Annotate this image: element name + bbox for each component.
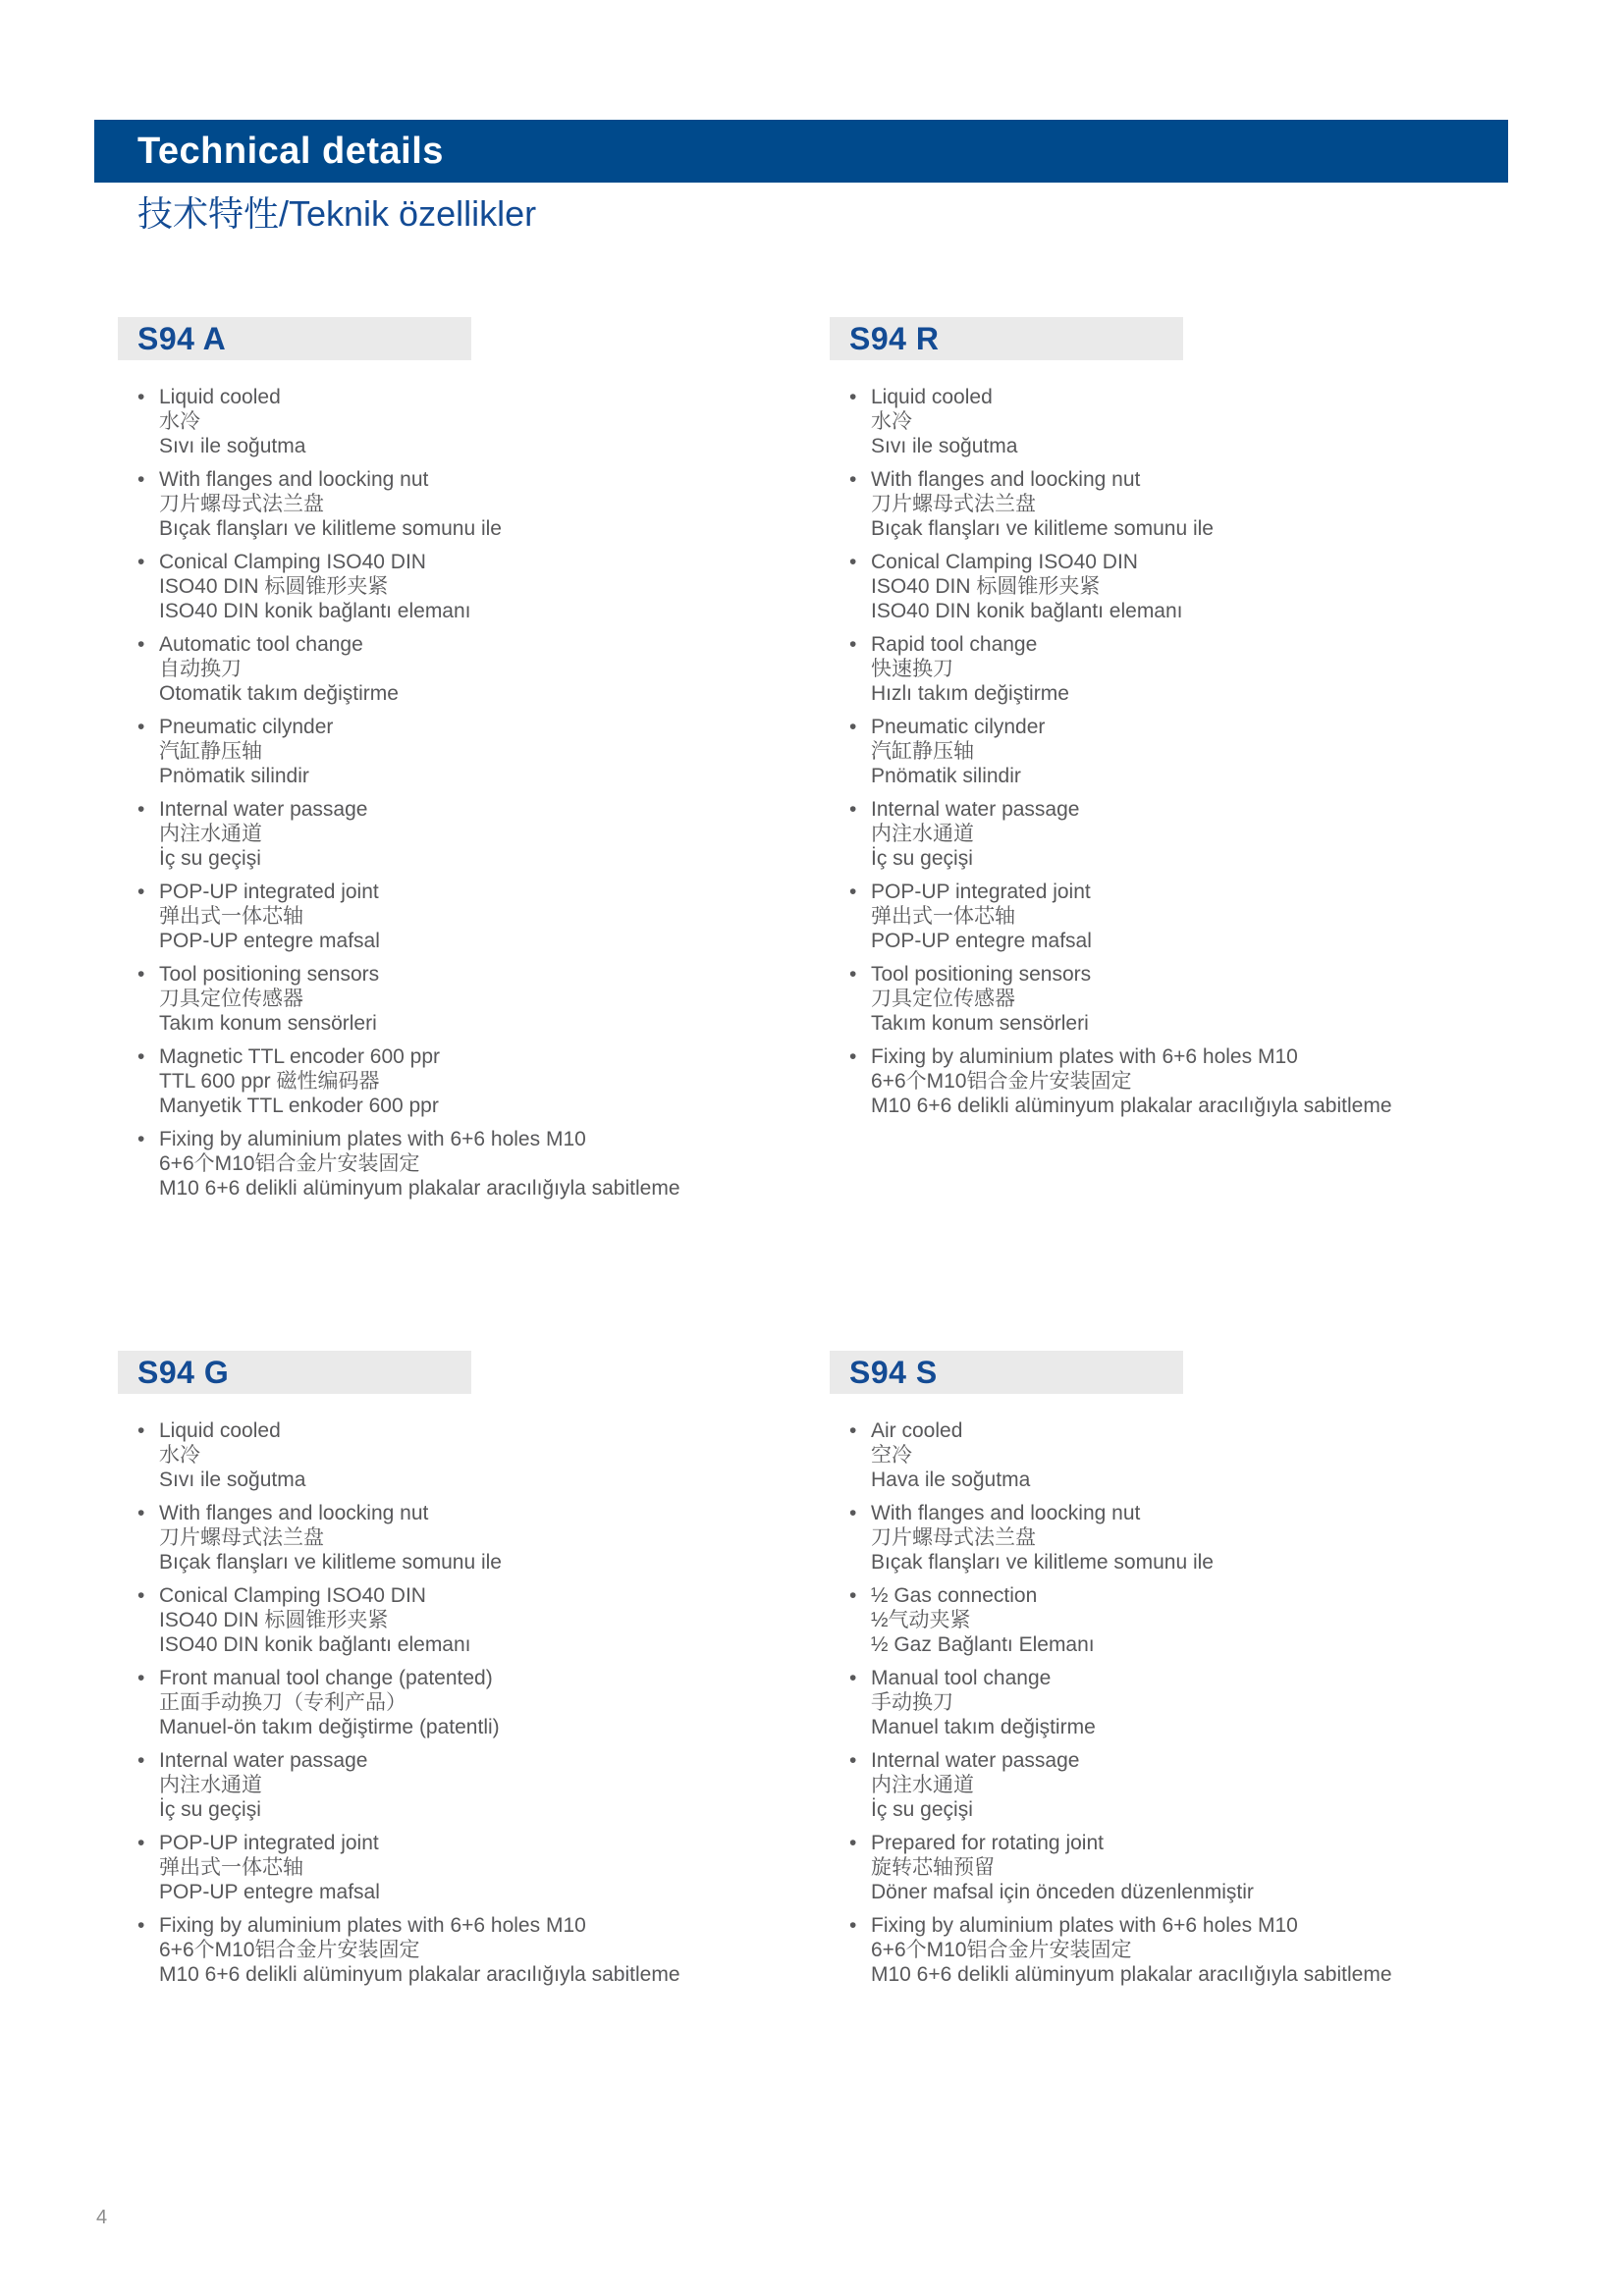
feature-line-tr: Döner mafsal için önceden düzenlenmiştir [871, 1881, 1254, 1903]
section-title: S94 R [849, 320, 940, 356]
feature-item [830, 1913, 1458, 1987]
section-header [118, 317, 471, 360]
feature-line-zh: 手动换刀 [871, 1691, 953, 1714]
section-s94a [118, 317, 746, 1209]
feature-line-zh: 汽缸静压轴 [159, 740, 262, 763]
feature-line-en: • Manual tool change [871, 1667, 1052, 1689]
feature-line-en: • With flanges and loocking nut [871, 1502, 1141, 1524]
feature-line-zh: 内注水通道 [871, 1774, 974, 1796]
feature-line-tr: POP-UP entegre mafsal [871, 930, 1092, 952]
section-s94g [118, 1351, 746, 1996]
feature-line-tr: ISO40 DIN konik bağlantı elemanı [159, 600, 471, 622]
feature-line-zh: 弹出式一体芯轴 [159, 905, 303, 928]
section-header [830, 1351, 1183, 1394]
feature-line-tr: Manyetik TTL enkoder 600 ppr [159, 1095, 439, 1117]
feature-line-tr: İç su geçişi [871, 1798, 973, 1821]
feature-line-en: • POP-UP integrated joint [871, 881, 1091, 903]
feature-line-en: • Air cooled [871, 1419, 963, 1442]
feature-line-en: • Internal water passage [159, 798, 368, 821]
feature-line-tr: M10 6+6 delikli alüminyum plakalar aracılığıyla sabitleme [871, 1095, 1392, 1117]
feature-line-zh: 旋转芯轴预留 [871, 1856, 995, 1879]
section-title: S94 G [137, 1354, 230, 1390]
feature-line-tr: POP-UP entegre mafsal [159, 1881, 380, 1903]
feature-item [830, 880, 1458, 953]
feature-line-tr: Bıçak flanşları ve kilitleme somunu ile [159, 517, 502, 540]
feature-item [118, 1666, 746, 1739]
feature-line-tr: POP-UP entegre mafsal [159, 930, 380, 952]
feature-line-zh: 水冷 [159, 410, 200, 433]
feature-line-tr: Otomatik takım değiştirme [159, 682, 399, 705]
feature-line-tr: Hava ile soğutma [871, 1468, 1031, 1491]
feature-list [118, 1418, 746, 1987]
title-bar [94, 120, 1508, 183]
feature-line-tr: Sıvı ile soğutma [159, 1468, 306, 1491]
feature-line-zh: 内注水通道 [159, 1774, 262, 1796]
feature-line-zh: 水冷 [871, 410, 912, 433]
feature-line-en: • Conical Clamping ISO40 DIN [871, 551, 1138, 573]
section-header [830, 317, 1183, 360]
feature-line-zh: 弹出式一体芯轴 [871, 905, 1015, 928]
feature-item [118, 1418, 746, 1492]
feature-line-en: • Fixing by aluminium plates with 6+6 holes M10 [159, 1128, 586, 1150]
feature-line-tr: Pnömatik silindir [871, 765, 1021, 787]
feature-line-tr: Pnömatik silindir [159, 765, 309, 787]
feature-item [118, 1583, 746, 1657]
feature-item [118, 962, 746, 1036]
feature-line-tr: M10 6+6 delikli alüminyum plakalar aracılığıyla sabitleme [871, 1963, 1392, 1986]
feature-line-tr: Hızlı takım değiştirme [871, 682, 1069, 705]
feature-line-tr: Takım konum sensörleri [871, 1012, 1089, 1035]
feature-line-en: • Conical Clamping ISO40 DIN [159, 551, 426, 573]
feature-item [118, 550, 746, 623]
feature-line-zh: 内注水通道 [871, 823, 974, 845]
feature-line-en: • Rapid tool change [871, 633, 1038, 656]
feature-line-en: • Prepared for rotating joint [871, 1832, 1104, 1854]
page-title: Technical details [137, 130, 444, 172]
feature-line-zh: 刀片螺母式法兰盘 [871, 493, 1036, 515]
feature-item [118, 797, 746, 871]
feature-item [830, 550, 1458, 623]
feature-line-zh: 刀片螺母式法兰盘 [871, 1526, 1036, 1549]
feature-line-zh: ISO40 DIN 标圆锥形夹紧 [159, 1609, 389, 1631]
feature-line-tr: ½ Gaz Bağlantı Elemanı [871, 1633, 1095, 1656]
feature-line-tr: İç su geçişi [871, 847, 973, 870]
feature-line-zh: 弹出式一体芯轴 [159, 1856, 303, 1879]
feature-line-zh: ½气动夹紧 [871, 1609, 971, 1631]
feature-line-zh: TTL 600 ppr 磁性编码器 [159, 1070, 380, 1093]
feature-line-en: • With flanges and loocking nut [159, 468, 429, 491]
feature-item [118, 1831, 746, 1904]
feature-item [118, 467, 746, 541]
section-s94s [830, 1351, 1458, 1996]
feature-line-en: • Conical Clamping ISO40 DIN [159, 1584, 426, 1607]
feature-line-tr: ISO40 DIN konik bağlantı elemanı [159, 1633, 471, 1656]
feature-line-en: • Fixing by aluminium plates with 6+6 holes M10 [871, 1045, 1298, 1068]
feature-line-en: • Magnetic TTL encoder 600 ppr [159, 1045, 441, 1068]
feature-item [830, 385, 1458, 458]
feature-line-zh: 正面手动换刀（专利产品） [159, 1691, 406, 1714]
feature-item [830, 1501, 1458, 1575]
feature-item [830, 1666, 1458, 1739]
feature-item [118, 1501, 746, 1575]
feature-line-zh: 6+6个M10铝合金片安装固定 [871, 1070, 1132, 1093]
feature-line-en: • Fixing by aluminium plates with 6+6 holes M10 [871, 1914, 1298, 1937]
feature-item [118, 1913, 746, 1987]
feature-item [118, 880, 746, 953]
feature-line-tr: M10 6+6 delikli alüminyum plakalar aracılığıyla sabitleme [159, 1963, 680, 1986]
section-header [118, 1351, 471, 1394]
feature-line-zh: ISO40 DIN 标圆锥形夹紧 [871, 575, 1101, 598]
feature-line-en: • Automatic tool change [159, 633, 363, 656]
feature-item [830, 1044, 1458, 1118]
feature-list [830, 1418, 1458, 1987]
feature-item [830, 1418, 1458, 1492]
feature-line-tr: Sıvı ile soğutma [871, 435, 1018, 457]
feature-item [830, 797, 1458, 871]
feature-item [830, 467, 1458, 541]
section-title: S94 S [849, 1354, 938, 1390]
feature-line-tr: M10 6+6 delikli alüminyum plakalar aracılığıyla sabitleme [159, 1177, 680, 1200]
feature-line-tr: Manuel takım değiştirme [871, 1716, 1096, 1738]
feature-line-tr: İç su geçişi [159, 1798, 261, 1821]
feature-line-en: • Tool positioning sensors [871, 963, 1092, 986]
feature-item [118, 1044, 746, 1118]
feature-line-tr: Bıçak flanşları ve kilitleme somunu ile [871, 517, 1214, 540]
feature-item [830, 1748, 1458, 1822]
feature-line-zh: 内注水通道 [159, 823, 262, 845]
feature-item [118, 385, 746, 458]
feature-list [830, 385, 1458, 1118]
feature-line-en: • Front manual tool change (patented) [159, 1667, 493, 1689]
feature-line-zh: 汽缸静压轴 [871, 740, 974, 763]
feature-line-en: • Internal water passage [159, 1749, 368, 1772]
feature-line-zh: 快速换刀 [871, 658, 953, 680]
feature-line-en: • ½ Gas connection [871, 1584, 1038, 1607]
feature-line-zh: ISO40 DIN 标圆锥形夹紧 [159, 575, 389, 598]
feature-item [118, 1127, 746, 1201]
feature-line-en: • Liquid cooled [159, 1419, 281, 1442]
feature-line-zh: 自动换刀 [159, 658, 242, 680]
feature-line-tr: Bıçak flanşları ve kilitleme somunu ile [159, 1551, 502, 1574]
feature-line-zh: 刀片螺母式法兰盘 [159, 493, 324, 515]
feature-item [830, 1831, 1458, 1904]
feature-line-en: • Pneumatic cilynder [159, 716, 334, 738]
feature-line-zh: 刀片螺母式法兰盘 [159, 1526, 324, 1549]
feature-line-zh: 6+6个M10铝合金片安装固定 [159, 1939, 420, 1961]
feature-line-en: • With flanges and loocking nut [159, 1502, 429, 1524]
feature-line-zh: 水冷 [159, 1444, 200, 1467]
feature-line-en: • Internal water passage [871, 798, 1080, 821]
feature-line-en: • Pneumatic cilynder [871, 716, 1046, 738]
feature-line-en: • Tool positioning sensors [159, 963, 380, 986]
feature-line-en: • POP-UP integrated joint [159, 1832, 379, 1854]
feature-line-tr: İç su geçişi [159, 847, 261, 870]
feature-line-zh: 空冷 [871, 1444, 912, 1467]
feature-item [118, 632, 746, 706]
feature-item [830, 632, 1458, 706]
feature-line-en: • Liquid cooled [871, 386, 993, 408]
feature-item [830, 1583, 1458, 1657]
feature-line-en: • Fixing by aluminium plates with 6+6 holes M10 [159, 1914, 586, 1937]
feature-line-tr: Takım konum sensörleri [159, 1012, 377, 1035]
feature-list [118, 385, 746, 1201]
page-number: 4 [96, 2207, 108, 2228]
feature-item [118, 1748, 746, 1822]
section-s94r [830, 317, 1458, 1127]
feature-item [830, 962, 1458, 1036]
feature-line-en: • Liquid cooled [159, 386, 281, 408]
feature-item [118, 715, 746, 788]
feature-line-en: • Internal water passage [871, 1749, 1080, 1772]
feature-line-zh: 刀具定位传感器 [159, 988, 303, 1010]
feature-item [830, 715, 1458, 788]
feature-line-tr: Sıvı ile soğutma [159, 435, 306, 457]
feature-line-en: • POP-UP integrated joint [159, 881, 379, 903]
feature-line-tr: Manuel-ön takım değiştirme (patentli) [159, 1716, 500, 1738]
feature-line-zh: 刀具定位传感器 [871, 988, 1015, 1010]
feature-line-zh: 6+6个M10铝合金片安装固定 [159, 1152, 420, 1175]
feature-line-tr: ISO40 DIN konik bağlantı elemanı [871, 600, 1183, 622]
feature-line-zh: 6+6个M10铝合金片安装固定 [871, 1939, 1132, 1961]
feature-line-tr: Bıçak flanşları ve kilitleme somunu ile [871, 1551, 1214, 1574]
feature-line-en: • With flanges and loocking nut [871, 468, 1141, 491]
section-title: S94 A [137, 320, 227, 356]
page-subtitle: 技术特性/Teknik özellikler [137, 193, 537, 234]
